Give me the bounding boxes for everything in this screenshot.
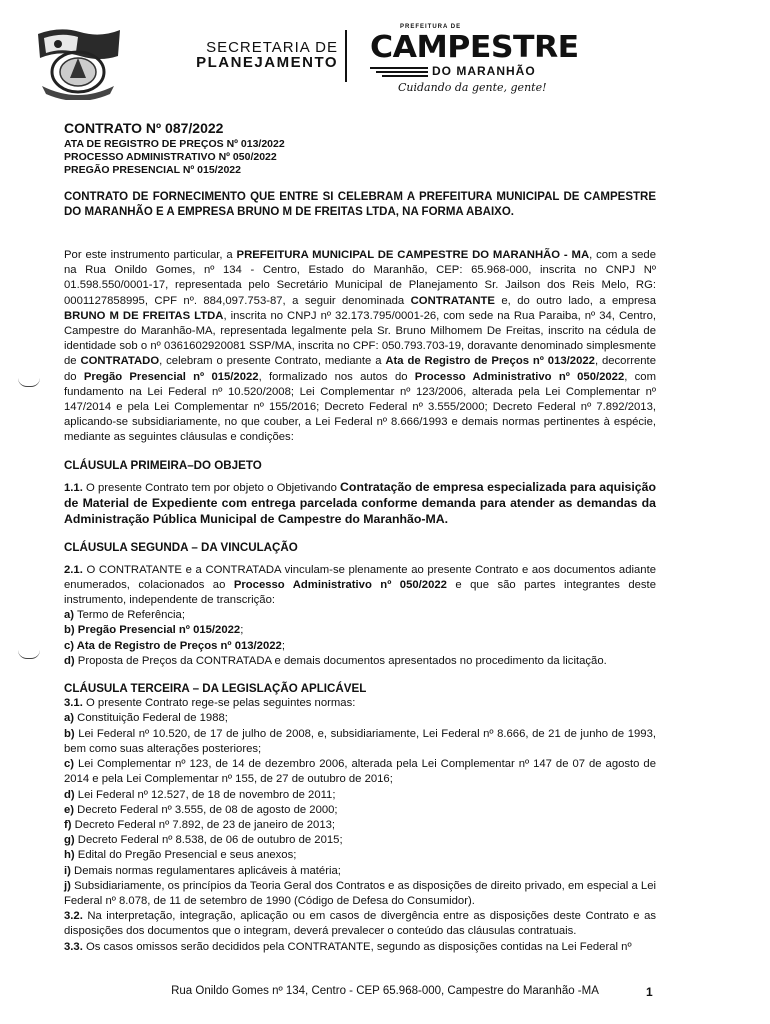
list-item: b) Pregão Presencial nº 015/2022; bbox=[64, 624, 244, 637]
list-item: a) Constituição Federal de 1988; bbox=[64, 712, 228, 725]
list-item: f) Decreto Federal nº 7.892, de 23 de janeiro de 2013; bbox=[64, 818, 336, 831]
logo-swoosh-icon bbox=[368, 64, 430, 78]
clause-3-3-text: 3.3. Os casos omissos serão decididos pela CONTRATANTE, segundo as disposições contidas na Lei Federal nº bbox=[64, 940, 632, 953]
list-item: b) Lei Federal nº 10.520, de 17 de julho de 2008, e, subsidiariamente, Lei Federal nº 8.666, de 21 de junho de 1993, bem como suas alterações posteriores; bbox=[64, 727, 656, 755]
header-divider bbox=[345, 30, 347, 82]
preamble-paragraph: Por este instrumento particular, a PREFEITURA MUNICIPAL DE CAMPESTRE DO MARANHÃO - MA, com a sede na Rua Onildo Gomes, nº 134 - Centro, Estado do Maranhão, CEP: 65.968-000, inscrita no CNPJ Nº 01.598.550/0001-17, representada pelo Secretário Municipal de Planejamento Sr. Jailson dos Reis Melo, RG: 0001127858995, CPF nº. 884,097.753-87, a seguir denominada CONTRATANTE e, do outro lado, a empresa BRUNO M DE FREITAS LTDA, inscrita no CNPJ nº 32.173.795/0001-26, com sede na Rua Paraiba, nº 34, Centro, Campestre do Maranhão-MA, representada legalmente pela Sr. Bruno Milhomem De Freitas, inscrito na cédula de identidade sob o nº 0361602920081 SSP/MA, inscrita no CPF: 050.793.703-19, doravante denominado simplesmente de CONTRATADO, celebram o presente Contrato, mediante a Ata de Registro de Preços nº 013/2022, decorrente do Pregão Presencial nº 015/2022, formalizado nos autos do Processo Administrativo nº 050/2022, com fundamento na Lei Federal nº 10.520/2008; Lei Complementar nº 123/2006, alterada pela Lei Complementar nº 147/2014 e pela Lei Complementar nº 155/2016; Decreto Federal nº 3.555/2000; Decreto Federal nº 7.892/2013, aplicando-se subsidiariamente, no que couber, a Lei Federal nº 8.666/1993 e demais normas pertinentes à espécie, mediante as seguintes cláusulas e condições: bbox=[64, 249, 656, 444]
list-item: d) Proposta de Preços da CONTRATADA e demais documentos apresentados no procedimento da licitação. bbox=[64, 654, 607, 667]
clause-3-section bbox=[64, 696, 656, 954]
clause-3-title: CLÁUSULA TERCEIRA – DA LEGISLAÇÃO APLICÁVEL bbox=[64, 682, 367, 696]
clause-2-title: CLÁUSULA SEGUNDA – DA VINCULAÇÃO bbox=[64, 541, 298, 555]
clause-3-text: 3.1. O presente Contrato rege-se pelas seguintes normas: bbox=[64, 697, 356, 710]
clause-1-text: 1.1. O presente Contrato tem por objeto o Objetivando Contratação de empresa especializada para aquisição de Material de Expediente com entrega parcelada conforme demanda para atender as demandas da Administração Pública Municipal de Campestre do Maranhão-MA. bbox=[64, 479, 656, 527]
logo-motto: Cuidando da gente, gente! bbox=[398, 81, 547, 94]
logo-top-text: PREFEITURA DE bbox=[400, 24, 462, 30]
list-item: i) Demais normas regulamentares aplicáveis à matéria; bbox=[64, 864, 341, 877]
prefeitura-logo bbox=[360, 24, 580, 104]
contract-header bbox=[64, 120, 285, 177]
contract-title: CONTRATO Nº 087/2022 bbox=[64, 120, 224, 136]
list-item: h) Edital do Pregão Presencial e seus anexos; bbox=[64, 849, 297, 862]
secretariat-title bbox=[170, 40, 338, 70]
contract-ref-2: PROCESSO ADMINISTRATIVO Nº 050/2022 bbox=[64, 151, 277, 163]
secretariat-line-1: SECRETARIA DE bbox=[206, 39, 338, 56]
contract-ref-1: ATA DE REGISTRO DE PREÇOS Nº 013/2022 bbox=[64, 138, 285, 150]
page-number: 1 bbox=[646, 985, 653, 999]
clause-1-title: CLÁUSULA PRIMEIRA–DO OBJETO bbox=[64, 458, 262, 472]
list-item: a) Termo de Referência; bbox=[64, 609, 185, 622]
logo-name: CAMPESTRE bbox=[370, 30, 579, 65]
clause-3-2-text: 3.2. Na interpretação, integração, aplicação ou em casos de divergência entre as disposições deste Contrato e as disposições dos documentos que o integram, deverá prevalecer o conteúdo das cláusulas contratuais. bbox=[64, 910, 656, 938]
list-item: e) Decreto Federal nº 3.555, de 08 de agosto de 2000; bbox=[64, 803, 338, 816]
logo-subtitle: DO MARANHÃO bbox=[432, 64, 536, 78]
contract-intro: CONTRATO DE FORNECIMENTO QUE ENTRE SI CELEBRAM A PREFEITURA MUNICIPAL DE CAMPESTRE DO MARANHÃO E A EMPRESA BRUNO M DE FREITAS LTDA, NA FORMA ABAIXO. bbox=[64, 191, 656, 218]
municipal-seal-icon bbox=[30, 22, 126, 100]
margin-mark bbox=[18, 650, 40, 659]
list-item: c) Ata de Registro de Preços nº 013/2022; bbox=[64, 639, 285, 652]
list-item: c) Lei Complementar nº 123, de 14 de dezembro 2006, alterada pela Lei Complementar nº 147 de 07 de agosto de 2014 e pela Lei Complementar nº 155, de 27 de outubro de 2016; bbox=[64, 758, 656, 786]
contract-body bbox=[64, 248, 656, 955]
list-item: d) Lei Federal nº 12.527, de 18 de novembro de 2011; bbox=[64, 788, 336, 801]
list-item: j) Subsidiariamente, os princípios da Teoria Geral dos Contratos e as disposições de direito privado, em especial a Lei Federal nº 8.078, de 11 de setembro de 1990 (Código de Defesa do Consumidor). bbox=[64, 879, 656, 907]
secretariat-line-2: PLANEJAMENTO bbox=[196, 54, 338, 71]
clause-2-text: 2.1. O CONTRATANTE e a CONTRATADA vinculam-se plenamente ao presente Contrato e aos documentos adiante enumerados, colacionados ao Processo Administrativo nº 050/2022 e que são partes integrantes deste instrumento, independente de transcrição: bbox=[64, 563, 656, 607]
clause-2-section bbox=[64, 563, 656, 669]
footer-address: Rua Onildo Gomes nº 134, Centro - CEP 65.968-000, Campestre do Maranhão -MA bbox=[171, 985, 599, 997]
margin-mark bbox=[18, 378, 40, 387]
list-item: g) Decreto Federal nº 8.538, de 06 de outubro de 2015; bbox=[64, 834, 343, 847]
contract-ref-3: PREGÃO PRESENCIAL Nº 015/2022 bbox=[64, 164, 241, 176]
